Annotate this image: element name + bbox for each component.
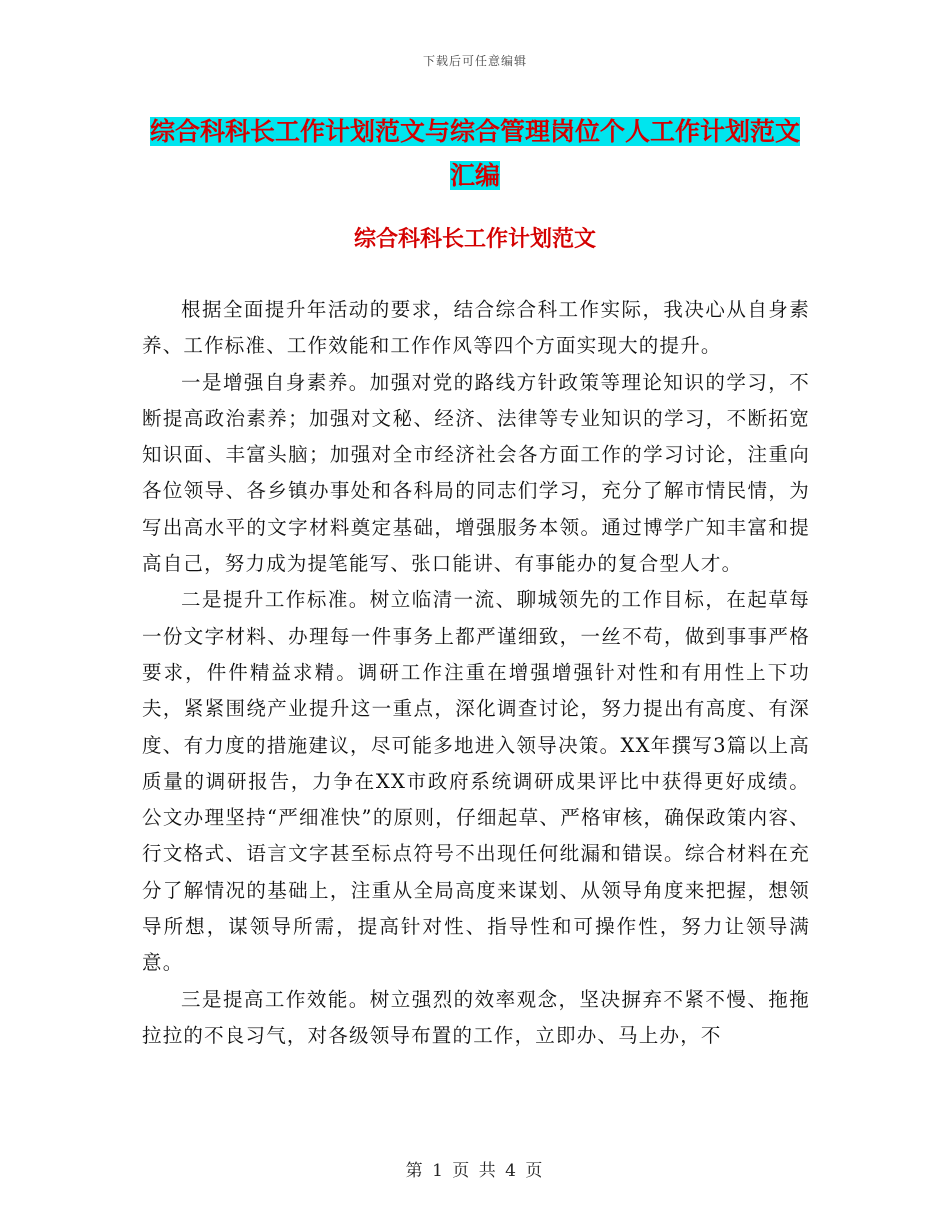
page-footer: 第 1 页 共 4 页: [405, 1161, 545, 1181]
header-note: 下载后可任意编辑: [422, 54, 527, 68]
document-title-text: 综合科科长工作计划范文与综合管理岗位个人工作计划范文汇编: [150, 117, 801, 190]
document-title: [150, 110, 800, 198]
paragraph: 二是提升工作标准。树立临清一流、聊城领先的工作目标，在起草每一份文字材料、办理每一件事务上都严谨细致，一丝不苟，做到事事严格要求，件件精益求精。调研工作注重在增强增强针对性和有用性上下功夫，紧紧围绕产业提升这一重点，深化调查讨论，努力提出有高度、有深度、有力度的措施建议，尽可能多地进入领导决策。XX年撰写3篇以上高质量的调研报告，力争在XX市政府系统调研成果评比中获得更好成绩。公文办理坚持“严细准快”的原则，仔细起草、严格审核，确保政策内容、行文格式、语言文字甚至标点符号不出现任何纰漏和错误。综合材料在充分了解情况的基础上，注重从全局高度来谋划、从领导角度来把握，想领导所想，谋领导所需，提高针对性、指导性和可操作性，努力让领导满意。: [142, 588, 810, 975]
document-body: [142, 292, 810, 1054]
section-title: 综合科科长工作计划范文: [353, 227, 596, 252]
paragraph: 三是提高工作效能。树立强烈的效率观念，坚决摒弃不紧不慢、拖拖拉拉的不良习气，对各级领导布置的工作，立即办、马上办，不: [142, 987, 810, 1047]
paragraph: 根据全面提升年活动的要求，结合综合科工作实际，我决心从自身素养、工作标准、工作效能和工作作风等四个方面实现大的提升。: [142, 298, 810, 358]
paragraph: 一是增强自身素养。加强对党的路线方针政策等理论知识的学习，不断提高政治素养；加强对文秘、经济、法律等专业知识的学习，不断拓宽知识面、丰富头脑；加强对全市经济社会各方面工作的学习讨论，注重向各位领导、各乡镇办事处和各科局的同志们学习，充分了解市情民情，为写出高水平的文字材料奠定基础，增强服务本领。通过博学广知丰富和提高自己，努力成为提笔能写、张口能讲、有事能办的复合型人才。: [142, 370, 810, 576]
